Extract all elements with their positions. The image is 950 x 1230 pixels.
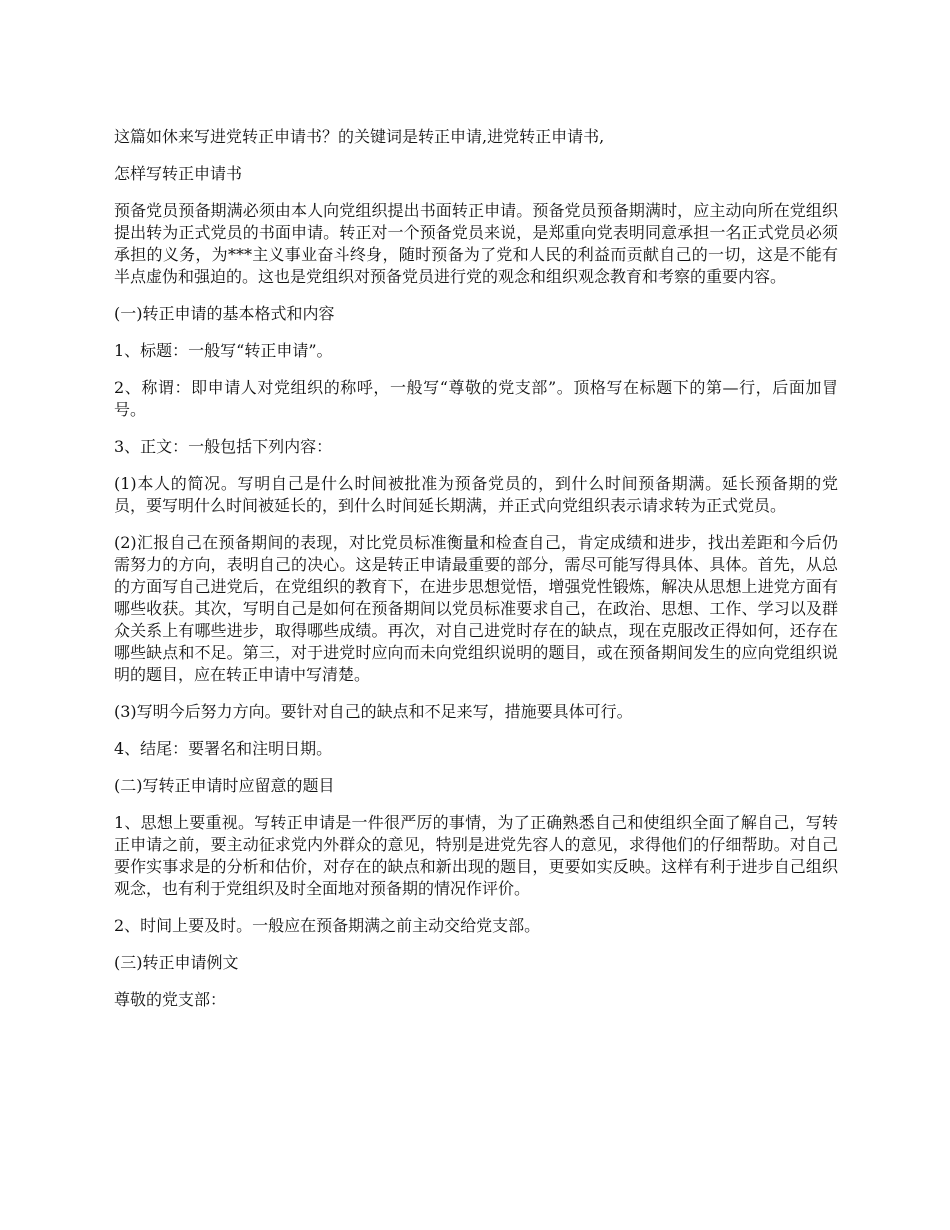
heading-how-to-write: 怎样写转正申请书 [114, 164, 243, 183]
section-heading-notes: (二)写转正申请时应留意的题目 [114, 776, 335, 795]
section-heading-example: (三)转正申请例文 [114, 953, 239, 972]
item-title: 1、标题：一般写“转正申请”。 [114, 341, 333, 360]
body-point-1: (1)本人的简况。写明自己是什么时间被批准为预备党员的，到什么时间预备期满。延长预备期的党员，要写明什么时间被延长的，到什么时间延长期满，并正式向党组织表示请求转为正式党员。 [114, 474, 838, 515]
item-body: 3、正文：一般包括下列内容： [114, 437, 333, 456]
item-closing: 4、结尾：要署名和注明日期。 [114, 739, 333, 758]
note-point-2: 2、时间上要及时。一般应在预备期满之前主动交给党支部。 [114, 916, 541, 935]
paragraph-overview: 预备党员预备期满必须由本人向党组织提出书面转正申请。预备党员预备期满时，应主动向所在党组织提出转为正式党员的书面申请。转正对一个预备党员来说，是郑重向党表明同意承担一名正式党员必须承担的义务，为***主义事业奋斗终身，随时预备为了党和人民的利益而贡献自己的一切，这是不能有半点虚伪和强迫的。这也是党组织对预备党员进行党的观念和组织观念教育和考察的重要内容。 [114, 201, 838, 286]
intro-line: 这篇如休来写进党转正申请书？的关键词是转正申请,进党转正申请书, [114, 127, 605, 146]
note-point-1: 1、思想上要重视。写转正申请是一件很严厉的事情，为了正确熟悉自己和使组织全面了解自己，写转正申请之前，要主动征求党内外群众的意见，特别是进党先容人的意见，求得他们的仔细帮助。对自己要作实事求是的分析和估价，对存在的缺点和新出现的题目，更要如实反映。这样有利于进步自己组织观念，也有利于党组织及时全面地对预备期的情况作评价。 [114, 813, 838, 898]
document-body [114, 126, 838, 1026]
section-heading-format: (一)转正申请的基本格式和内容 [114, 304, 335, 323]
item-salutation: 2、称谓：即申请人对党组织的称呼，一般写“尊敬的党支部”。顶格写在标题下的第—行，后面加冒号。 [114, 378, 838, 419]
body-point-2: (2)汇报自己在预备期间的表现，对比党员标准衡量和检查自己，肯定成绩和进步，找出差距和今后仍需努力的方向，表明自己的决心。这是转正申请最重要的部分，需尽可能写得具体、具体。首先，从总的方面写自己进党后，在党组织的教育下，在进步思想觉悟，增强党性锻炼，解决从思想上进党方面有哪些收获。其次，写明自己是如何在预备期间以党员标准要求自己，在政治、思想、工作、学习以及群众关系上有哪些进步，取得哪些成绩。再次，对自己进党时存在的缺点，现在克服改正得如何，还存在哪些缺点和不足。第三，对于进党时应向而未向党组织说明的题目，或在预备期间发生的应向党组织说明的题目，应在转正申请中写清楚。 [114, 533, 838, 684]
example-salutation: 尊敬的党支部： [114, 990, 227, 1009]
body-point-3: (3)写明今后努力方向。要针对自己的缺点和不足来写，措施要具体可行。 [114, 702, 633, 721]
